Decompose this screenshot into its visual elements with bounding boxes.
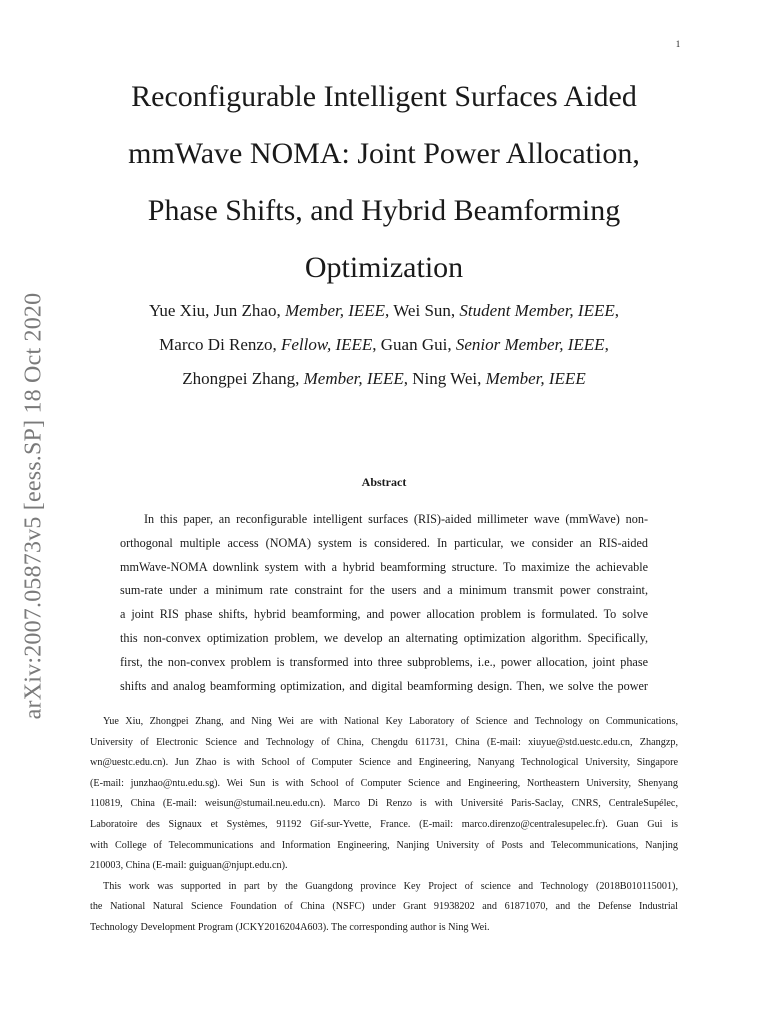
- author-name: Zhongpei Zhang,: [182, 369, 304, 388]
- title-line: Reconfigurable Intelligent Surfaces Aided: [131, 80, 637, 113]
- author-name: Marco Di Renzo,: [159, 335, 281, 354]
- author-name: Yue Xiu, Jun Zhao,: [148, 301, 285, 320]
- author-separator: ,: [385, 301, 394, 320]
- arxiv-stamp: arXiv:2007.05873v5 [eess.SP] 18 Oct 2020: [20, 292, 47, 720]
- author-separator: ,: [604, 335, 609, 354]
- author-line: [90, 294, 678, 328]
- author-membership: Member, IEEE: [284, 301, 386, 320]
- abstract-line: shifts and analog beamforming optimization, and digital beamforming design. Then, we solve the power: [120, 678, 648, 693]
- author-line: [90, 328, 678, 362]
- abstract-line: sum-rate under a minimum rate constraint for the users and a minimum transmit power constraint,: [120, 583, 648, 598]
- author-membership: Senior Member, IEEE: [455, 335, 605, 354]
- author-separator: ,: [372, 335, 381, 354]
- footnote-line: with College of Telecommunications and Information Engineering, Nanjing University of Posts and Telecommunications, Nanjing: [90, 839, 678, 851]
- author-line: [90, 362, 678, 396]
- abstract-line: a joint RIS phase shifts, hybrid beamforming, and power allocation problem is formulated. To solve: [120, 607, 648, 622]
- author-separator: ,: [614, 301, 619, 320]
- title-line: Phase Shifts, and Hybrid Beamforming: [147, 194, 621, 227]
- author-name: Ning Wei,: [412, 369, 486, 388]
- page-number: 1: [675, 39, 681, 49]
- title-line: mmWave NOMA: Joint Power Allocation,: [128, 137, 640, 170]
- affiliation-footnotes: [90, 712, 678, 939]
- paper-title: [90, 68, 678, 296]
- abstract-line: orthogonal multiple access (NOMA) system is considered. In particular, we consider an RIS-aided: [120, 535, 648, 550]
- author-list: [90, 294, 678, 396]
- author-separator: ,: [403, 369, 413, 388]
- abstract-line: first, the non-convex problem is transformed into three subproblems, i.e., power allocation, joint phase: [120, 654, 648, 669]
- funding-note-line: Technology Development Program (JCKY2016204A603). The corresponding author is Ning Wei.: [90, 921, 490, 933]
- author-name: Guan Gui,: [380, 335, 456, 354]
- funding-note-line: This work was supported in part by the Guangdong province Key Project of science and Technology (2018B010115001),: [103, 880, 678, 892]
- title-line: Optimization: [304, 251, 464, 284]
- footnote-line: wn@uestc.edu.cn). Jun Zhao is with School of Computer Science and Engineering, Nanyang Technological University, Singapore: [90, 757, 678, 769]
- funding-note-line: the National Natural Science Foundation of China (NSFC) under Grant 91938202 and 61871070, and the Defense Industrial: [90, 901, 678, 913]
- author-membership: Student Member, IEEE: [459, 301, 615, 320]
- abstract-line: this non-convex optimization problem, we develop an alternating optimization algorithm. Specifically,: [120, 630, 648, 645]
- footnote-line: Laboratoire des Signaux et Systèmes, 91192 Gif-sur-Yvette, France. (E-mail: marco.direnzo@centralesupelec.fr). Guan Gui is: [90, 818, 678, 830]
- author-name: Wei Sun,: [393, 301, 460, 320]
- author-membership: Member, IEEE: [303, 369, 404, 388]
- abstract-line: mmWave-NOMA downlink system with a hybrid beamforming structure. To maximize the achievable: [120, 559, 648, 574]
- author-membership: Fellow, IEEE: [280, 335, 373, 354]
- abstract-line: In this paper, an reconfigurable intelligent surfaces (RIS)-aided millimeter wave (mmWave) non-: [144, 512, 648, 526]
- footnote-line: University of Electronic Science and Technology of China, Chengdu 611731, China (E-mail: xiuyue@std.uestc.edu.cn, Zhangzp,: [90, 736, 678, 748]
- abstract-body: [120, 508, 648, 698]
- footnote-line: 210003, China (E-mail: guiguan@njupt.edu.cn).: [90, 860, 288, 872]
- footnote-line: (E-mail: junzhao@ntu.edu.sg). Wei Sun is with School of Computer Science and Engineering, Northeastern University, Shenyang: [90, 777, 678, 789]
- footnote-line: 110819, China (E-mail: weisun@stumail.neu.edu.cn). Marco Di Renzo is with Université Paris-Saclay, CNRS, CentraleSupélec,: [90, 798, 678, 810]
- author-membership: Member, IEEE: [485, 369, 586, 388]
- footnote-line: Yue Xiu, Zhongpei Zhang, and Ning Wei are with National Key Laboratory of Science and Technology on Communications,: [103, 716, 678, 727]
- abstract-heading: Abstract: [361, 475, 407, 489]
